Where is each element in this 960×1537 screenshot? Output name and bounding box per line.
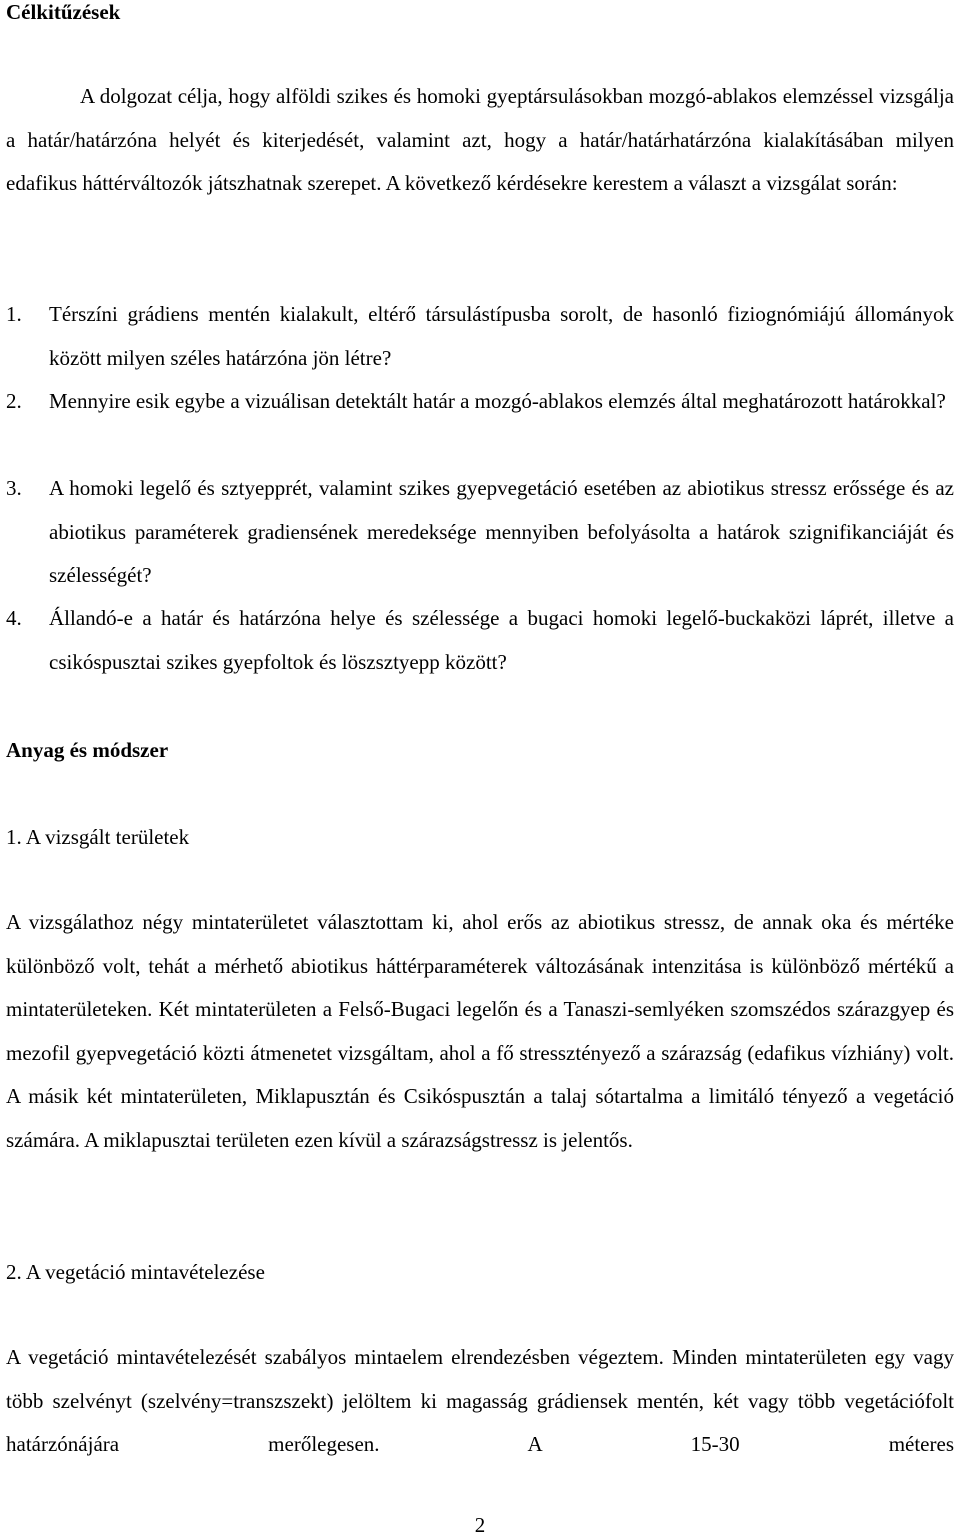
question-number: 3. bbox=[6, 476, 22, 500]
sampling-paragraph: A vegetáció mintavételezését szabályos mintaelem elrendezésben végeztem. Minden mintaterületen egy vagy több szelvényt (szelvény=transzszekt) jelöltem ki magasság grádiensek mentén, két vagy több vegetációfolt határzónájára merőlegesen. A 15-30 méteres bbox=[6, 1345, 954, 1456]
question-number: 1. bbox=[6, 302, 22, 326]
question-text: Állandó-e a határ és határzóna helye és szélessége a bugaci homoki legelő-buckaközi láprét, illetve a csikóspusztai szikes gyepfoltok és löszsztyepp között? bbox=[49, 606, 954, 674]
study-areas-paragraph: A vizsgálathoz négy mintaterületet választottam ki, ahol erős az abiotikus stressz, de annak oka és mértéke különböző volt, tehát a mérhető abiotikus háttérparaméterek változásának intenzitása is különböző mértékű a mintaterületeken. Két mintaterületen a Felső-Bugaci legelőn és a Tanaszi-semlyéken szomszédos szárazgyep és mezofil gyepvegetáció közti átmenetet vizsgáltam, ahol a fő stressztényező a szárazság (edafikus vízhiány) volt. A másik két mintaterületen, Miklapusztán és Csikóspusztán a talaj sótartalma a limitáló tényező a vegetáció számára. A miklapusztai területen ezen kívül a szárazságstressz is jelentős. bbox=[6, 910, 954, 1152]
subsection-title-sampling: 2. A vegetáció mintavételezése bbox=[6, 1260, 265, 1284]
goals-intro-paragraph: A dolgozat célja, hogy alföldi szikes és homoki gyeptársulásokban mozgó-ablakos elemzéssel vizsgálja a határ/határzóna helyét és kiterjedését, valamint azt, hogy a határ/határhatárzóna kialakításában milyen edafikus háttérváltozók játszhatnak szerepet. A következő kérdésekre kerestem a választ a vizsgálat során: bbox=[6, 84, 954, 195]
question-number: 2. bbox=[6, 389, 22, 413]
section-title-methods: Anyag és módszer bbox=[6, 738, 169, 762]
question-text: A homoki legelő és sztyepprét, valamint szikes gyepvegetáció esetében az abiotikus stressz erőssége és az abiotikus paraméterek gradiensének meredeksége mennyiben befolyásolta a határok szignifikanciáját és szélességét? bbox=[49, 476, 954, 587]
question-text: Mennyire esik egybe a vizuálisan detektált határ a mozgó-ablakos elemzés által meghatározott határokkal? bbox=[49, 389, 946, 413]
question-number: 4. bbox=[6, 606, 22, 630]
section-title-goals: Célkitűzések bbox=[6, 0, 121, 24]
page-number: 2 bbox=[474, 1513, 486, 1537]
question-text: Térszíni grádiens mentén kialakult, eltérő társulástípusba sorolt, de hasonló fiziognómiájú állományok között milyen széles határzóna jön létre? bbox=[49, 302, 954, 370]
subsection-title-study-areas: 1. A vizsgált területek bbox=[6, 825, 190, 849]
